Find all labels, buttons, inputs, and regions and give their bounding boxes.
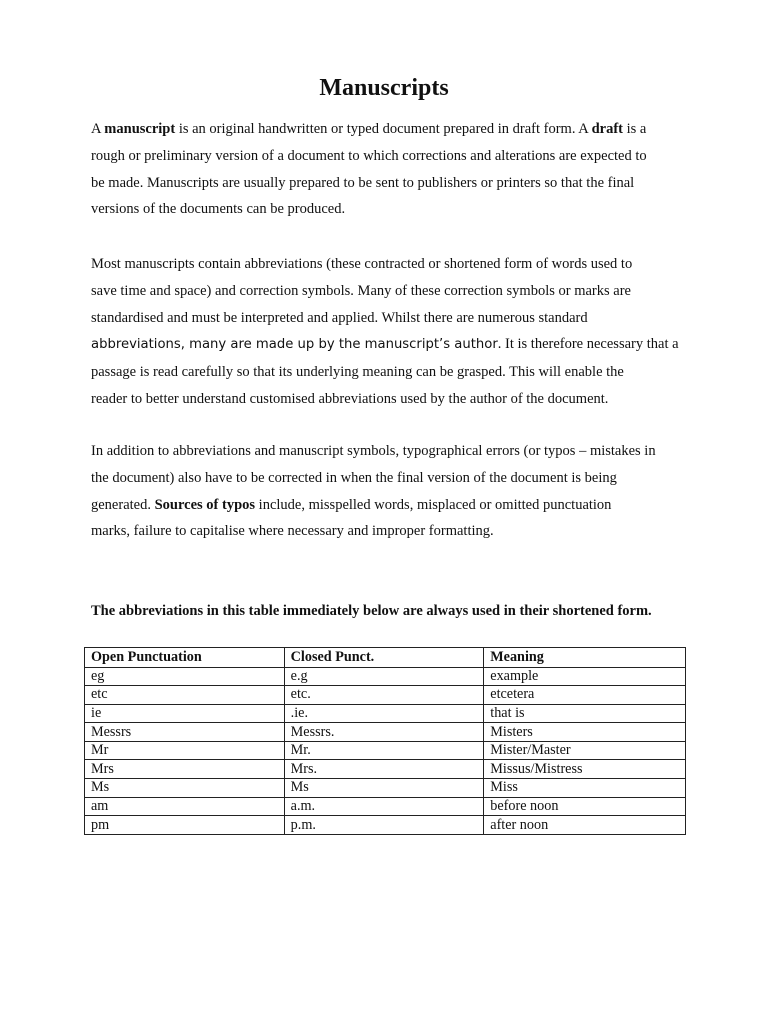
text-run-sans: abbreviations, many are made up by the manuscript’s author <box>91 337 498 353</box>
cell-open: pm <box>85 816 285 835</box>
cell-meaning: etcetera <box>484 686 686 705</box>
cell-closed: Ms <box>284 779 484 798</box>
cell-open: etc <box>85 686 285 705</box>
paragraph-line <box>91 331 691 359</box>
table-row <box>85 686 686 705</box>
paragraph-line: passage is read carefully so that its underlying meaning can be grasped. This will enable the <box>91 364 624 381</box>
cell-meaning: before noon <box>484 797 686 816</box>
cell-meaning: Mister/Master <box>484 741 686 760</box>
column-header-closed-punct: Closed Punct. <box>284 648 484 668</box>
term-draft: draft <box>591 121 623 137</box>
paragraph-line: the document) also have to be corrected in when the final version of the document is being <box>91 469 617 486</box>
text-run: A <box>91 121 105 137</box>
text-run: . It is therefore necessary that a <box>497 336 679 353</box>
table-row <box>85 760 686 779</box>
paragraph-typos <box>91 438 691 545</box>
table-row <box>85 704 686 723</box>
paragraph-intro <box>91 116 691 223</box>
paragraph-line: In addition to abbreviations and manuscript symbols, typographical errors (or typos – mistakes in <box>91 443 656 459</box>
cell-closed: .ie. <box>284 704 484 723</box>
paragraph-line: save time and space) and correction symbols. Many of these correction symbols or marks are <box>91 282 631 299</box>
column-header-open-punctuation: Open Punctuation <box>85 648 285 668</box>
cell-open: Mr <box>85 741 285 760</box>
table-row <box>85 779 686 798</box>
cell-open: ie <box>85 704 285 723</box>
cell-meaning: that is <box>484 704 686 723</box>
cell-closed: a.m. <box>284 797 484 816</box>
cell-meaning: Misters <box>484 723 686 742</box>
table-row <box>85 797 686 816</box>
text-run: is an original handwritten or typed document prepared in draft form. A <box>175 121 592 137</box>
table-row <box>85 723 686 742</box>
paragraph-line: reader to better understand customised abbreviations used by the author of the document. <box>91 390 609 407</box>
abbreviations-table <box>84 647 686 835</box>
text-run: is a <box>622 121 647 137</box>
text-run: generated. <box>91 496 155 513</box>
page-title: Manuscripts <box>319 75 449 101</box>
cell-closed: Messrs. <box>284 723 484 742</box>
term-sources-of-typos: Sources of typos <box>154 496 256 513</box>
table-row <box>85 741 686 760</box>
paragraph-line: marks, failure to capitalise where necessary and improper formatting. <box>91 523 494 540</box>
cell-open: am <box>85 797 285 816</box>
paragraph-line <box>91 492 691 519</box>
cell-meaning: Missus/Mistress <box>484 760 686 779</box>
paragraph-line: be made. Manuscripts are usually prepared to be sent to publishers or printers so that the final <box>91 174 635 191</box>
cell-open: eg <box>85 667 285 686</box>
table-header-row <box>85 648 686 668</box>
paragraph-line: versions of the documents can be produced. <box>91 201 346 218</box>
paragraph-line: standardised and must be interpreted and applied. Whilst there are numerous standard <box>91 309 588 326</box>
cell-meaning: Miss <box>484 779 686 798</box>
cell-meaning: example <box>484 667 686 686</box>
column-header-meaning: Meaning <box>484 648 686 668</box>
cell-meaning: after noon <box>484 816 686 835</box>
cell-closed: Mr. <box>284 741 484 760</box>
cell-closed: Mrs. <box>284 760 484 779</box>
text-run: include, misspelled words, misplaced or omitted punctuation <box>255 496 612 513</box>
cell-open: Messrs <box>85 723 285 742</box>
term-manuscript: manuscript <box>104 121 176 137</box>
cell-closed: e.g <box>284 667 484 686</box>
cell-closed: etc. <box>284 686 484 705</box>
paragraph-abbreviations <box>91 251 691 413</box>
paragraph-line: Most manuscripts contain abbreviations (these contracted or shortened form of words used to <box>91 256 633 272</box>
table-row <box>85 667 686 686</box>
paragraph-line: rough or preliminary version of a document to which corrections and alterations are expected to <box>91 147 647 164</box>
cell-open: Mrs <box>85 760 285 779</box>
cell-open: Ms <box>85 779 285 798</box>
paragraph-line <box>91 116 691 143</box>
table-heading: The abbreviations in this table immediately below are always used in their shortened form. <box>91 603 652 619</box>
cell-closed: p.m. <box>284 816 484 835</box>
table-row <box>85 816 686 835</box>
